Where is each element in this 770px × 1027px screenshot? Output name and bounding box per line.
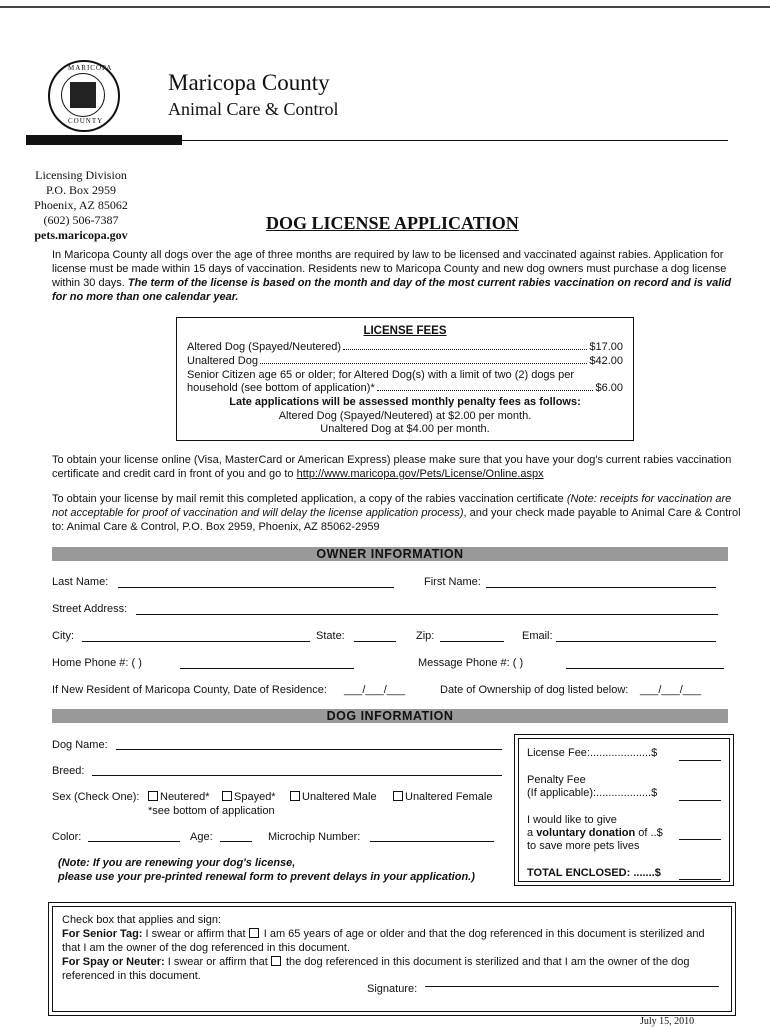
- donation-pre: a: [527, 827, 537, 839]
- penalty-fee-field[interactable]: [679, 800, 721, 801]
- intro-text: In Maricopa County all dogs over the age of three months are required by law to be licensed and vaccinated against rabies. Application for license must be made within 15 days of vaccination. Residents new to Maricopa County and new dog owners must purchase a dog license within 30 days.: [52, 249, 727, 289]
- owner-section-title: OWNER INFORMATION: [52, 547, 728, 561]
- city-field[interactable]: [82, 629, 310, 642]
- residence-date-label: If New Resident of Maricopa County, Date of Residence:: [52, 684, 327, 696]
- penalty-fee-label: Penalty Fee: [527, 774, 586, 786]
- address-line: Licensing Division: [35, 168, 127, 182]
- fee-amount: $17.00: [589, 341, 623, 353]
- see-bottom-note: *see bottom of application: [148, 805, 275, 817]
- email-label: Email:: [522, 630, 553, 642]
- spay-neuter-label: For Spay or Neuter:: [62, 956, 165, 968]
- penalty-fee-label-2: (If applicable):..................$: [527, 787, 658, 799]
- license-fee-label: License Fee:....................$: [527, 747, 658, 759]
- first-name-field[interactable]: [486, 575, 716, 588]
- form-title: DOG LICENSE APPLICATION: [266, 213, 519, 233]
- top-rule: [0, 6, 770, 8]
- sex-spayed-option[interactable]: [222, 791, 276, 803]
- penalty-heading: Late applications will be assessed monthly penalty fees as follows:: [229, 396, 581, 408]
- zip-field[interactable]: [440, 629, 504, 642]
- website-link[interactable]: pets.maricopa.gov: [34, 228, 128, 242]
- penalty-unaltered: Unaltered Dog at $4.00 per month.: [320, 423, 490, 435]
- ownership-date-field[interactable]: ___/___/___: [640, 684, 702, 696]
- address-line: P.O. Box 2959: [45, 183, 116, 197]
- zip-label: Zip:: [416, 630, 435, 642]
- intro-emphasis: The term of the license is based on the month and day of the most current rabies vaccination on record and is valid for no more than one calendar year.: [52, 277, 732, 303]
- color-field[interactable]: [88, 829, 180, 842]
- seal-top-text: MARICOPA: [68, 64, 113, 72]
- renewal-note-line: please use your pre-printed renewal form to prevent delays in your application.): [58, 871, 475, 883]
- sex-unaltered-male-option[interactable]: [290, 791, 377, 803]
- spay-neuter-statement: [62, 955, 712, 983]
- fee-senior-line: Senior Citizen age 65 or older; for Altered Dog(s) with a limit of two (2) dogs per: [187, 369, 575, 381]
- online-text: To obtain your license online (Visa, MasterCard or American Express) please make sure that you have your dog's current rabies vaccination certificate and credit card in front of you and go to: [52, 454, 732, 480]
- mail-instructions: [52, 492, 742, 534]
- donation-bold: voluntary donation: [536, 827, 636, 839]
- fee-label: Altered Dog (Spayed/Neutered): [187, 341, 342, 353]
- renewal-note: [58, 856, 508, 884]
- age-label: Age:: [190, 831, 213, 843]
- sex-neutered-option[interactable]: [148, 791, 210, 803]
- mail-note: (Note: receipts for vaccination are not acceptable for proof of vaccination and will delay the license application process): [52, 493, 732, 519]
- donation-label: I would like to give: [527, 814, 617, 826]
- donation-field[interactable]: [679, 839, 721, 840]
- dog-section-title: DOG INFORMATION: [52, 709, 728, 723]
- address-line: Phoenix, AZ 85062: [34, 198, 128, 212]
- neutered-checkbox[interactable]: [148, 791, 158, 801]
- street-field[interactable]: [136, 602, 718, 615]
- first-name-label: First Name:: [424, 576, 481, 588]
- renewal-note-line: (Note: If you are renewing your dog's license,: [58, 857, 296, 869]
- fee-row-altered: [187, 341, 623, 353]
- spayed-checkbox[interactable]: [222, 791, 232, 801]
- spay-neuter-text-2: the dog referenced in this document is sterilized and that I am the owner of the dog referenced in this document.: [62, 956, 690, 982]
- unaltered-female-checkbox[interactable]: [393, 791, 403, 801]
- unaltered-male-checkbox[interactable]: [290, 791, 300, 801]
- fee-row-unaltered: [187, 355, 623, 367]
- breed-label: Breed:: [52, 765, 85, 777]
- donation-label-3: to save more pets lives: [527, 840, 640, 852]
- senior-tag-statement: [62, 927, 712, 955]
- signature-label: Signature:: [367, 983, 418, 995]
- penalty-altered: Altered Dog (Spayed/Neutered) at $2.00 per month.: [278, 410, 532, 422]
- street-label: Street Address:: [52, 603, 128, 615]
- license-fees-title: LICENSE FEES: [363, 325, 447, 337]
- sex-label: Sex (Check One):: [52, 791, 140, 803]
- home-phone-label: Home Phone #: ( ): [52, 657, 142, 669]
- senior-tag-text-1: I swear or affirm that: [145, 928, 246, 940]
- mail-text-2: , and your check made payable to Animal Care & Control to: Animal Care & Control, P.O. Box 2959, Phoenix, AZ 85062-2959: [52, 507, 741, 533]
- fee-label: Unaltered Dog: [187, 355, 258, 367]
- mailing-address: [18, 168, 144, 243]
- online-license-link[interactable]: http://www.maricopa.gov/Pets/License/Online.aspx: [296, 468, 544, 480]
- fee-amount: $6.00: [595, 382, 623, 394]
- donation-label-2: [527, 827, 663, 840]
- neutered-label: Neutered*: [160, 791, 210, 803]
- owner-section-header: [52, 547, 728, 561]
- state-field[interactable]: [354, 629, 396, 642]
- sex-unaltered-female-option[interactable]: [393, 791, 492, 803]
- senior-tag-checkbox[interactable]: [249, 928, 259, 938]
- message-phone-field[interactable]: [566, 656, 724, 669]
- affirmation-box: [48, 902, 736, 1016]
- ownership-date-label: Date of Ownership of dog listed below:: [440, 684, 629, 696]
- last-name-label: Last Name:: [52, 576, 109, 588]
- total-enclosed-field[interactable]: [679, 879, 721, 880]
- fee-summary-box: [514, 734, 734, 886]
- fee-amount: $42.00: [589, 355, 623, 367]
- header-thin-rule: [182, 140, 728, 141]
- senior-tag-text-2: I am 65 years of age or older and that the dog referenced in this document is sterilized and that I am the owner of the dog referenced in this document.: [62, 928, 705, 954]
- seal-bottom-text: COUNTY: [68, 117, 104, 125]
- org-name: Maricopa County: [168, 70, 330, 95]
- county-seal-logo: [48, 60, 120, 132]
- home-phone-field[interactable]: [180, 656, 354, 669]
- last-name-field[interactable]: [118, 575, 394, 588]
- unaltered-female-label: Unaltered Female: [405, 791, 493, 803]
- mail-text: To obtain your license by mail remit this completed application, a copy of the rabies vaccination certificate: [52, 493, 564, 505]
- city-label: City:: [52, 630, 74, 642]
- license-fees-box: [176, 317, 634, 441]
- state-label: State:: [316, 630, 345, 642]
- address-line: (602) 506-7387: [43, 213, 119, 227]
- dog-name-field[interactable]: [116, 737, 502, 750]
- license-fee-field[interactable]: [679, 760, 721, 761]
- spay-neuter-checkbox[interactable]: [271, 956, 281, 966]
- unaltered-male-label: Unaltered Male: [302, 791, 377, 803]
- residence-date-field[interactable]: ___/___/___: [344, 684, 406, 696]
- intro-paragraph: [52, 248, 742, 304]
- email-field[interactable]: [556, 629, 716, 642]
- online-instructions: [52, 453, 742, 481]
- spayed-label: Spayed*: [234, 791, 276, 803]
- header-thick-rule: [26, 135, 182, 145]
- age-field[interactable]: [220, 829, 252, 842]
- signature-field[interactable]: [425, 986, 719, 987]
- dog-section-header: [52, 709, 728, 723]
- revision-date: July 15, 2010: [640, 1016, 695, 1027]
- senior-tag-label: For Senior Tag:: [62, 928, 143, 940]
- spay-neuter-text-1: I swear or affirm that: [167, 956, 268, 968]
- color-label: Color:: [52, 831, 82, 843]
- fee-row-senior: [187, 382, 623, 394]
- donation-post: of ..$: [635, 827, 663, 839]
- total-enclosed-label: TOTAL ENCLOSED: .......$: [527, 867, 661, 879]
- dog-name-label: Dog Name:: [52, 739, 108, 751]
- affirmation-intro: Check box that applies and sign:: [62, 914, 221, 926]
- microchip-field[interactable]: [370, 829, 494, 842]
- message-phone-label: Message Phone #: ( ): [418, 657, 524, 669]
- division-name: Animal Care & Control: [168, 99, 339, 119]
- microchip-label: Microchip Number:: [268, 831, 361, 843]
- breed-field[interactable]: [92, 763, 502, 776]
- fee-label: household (see bottom of application)*: [187, 382, 375, 394]
